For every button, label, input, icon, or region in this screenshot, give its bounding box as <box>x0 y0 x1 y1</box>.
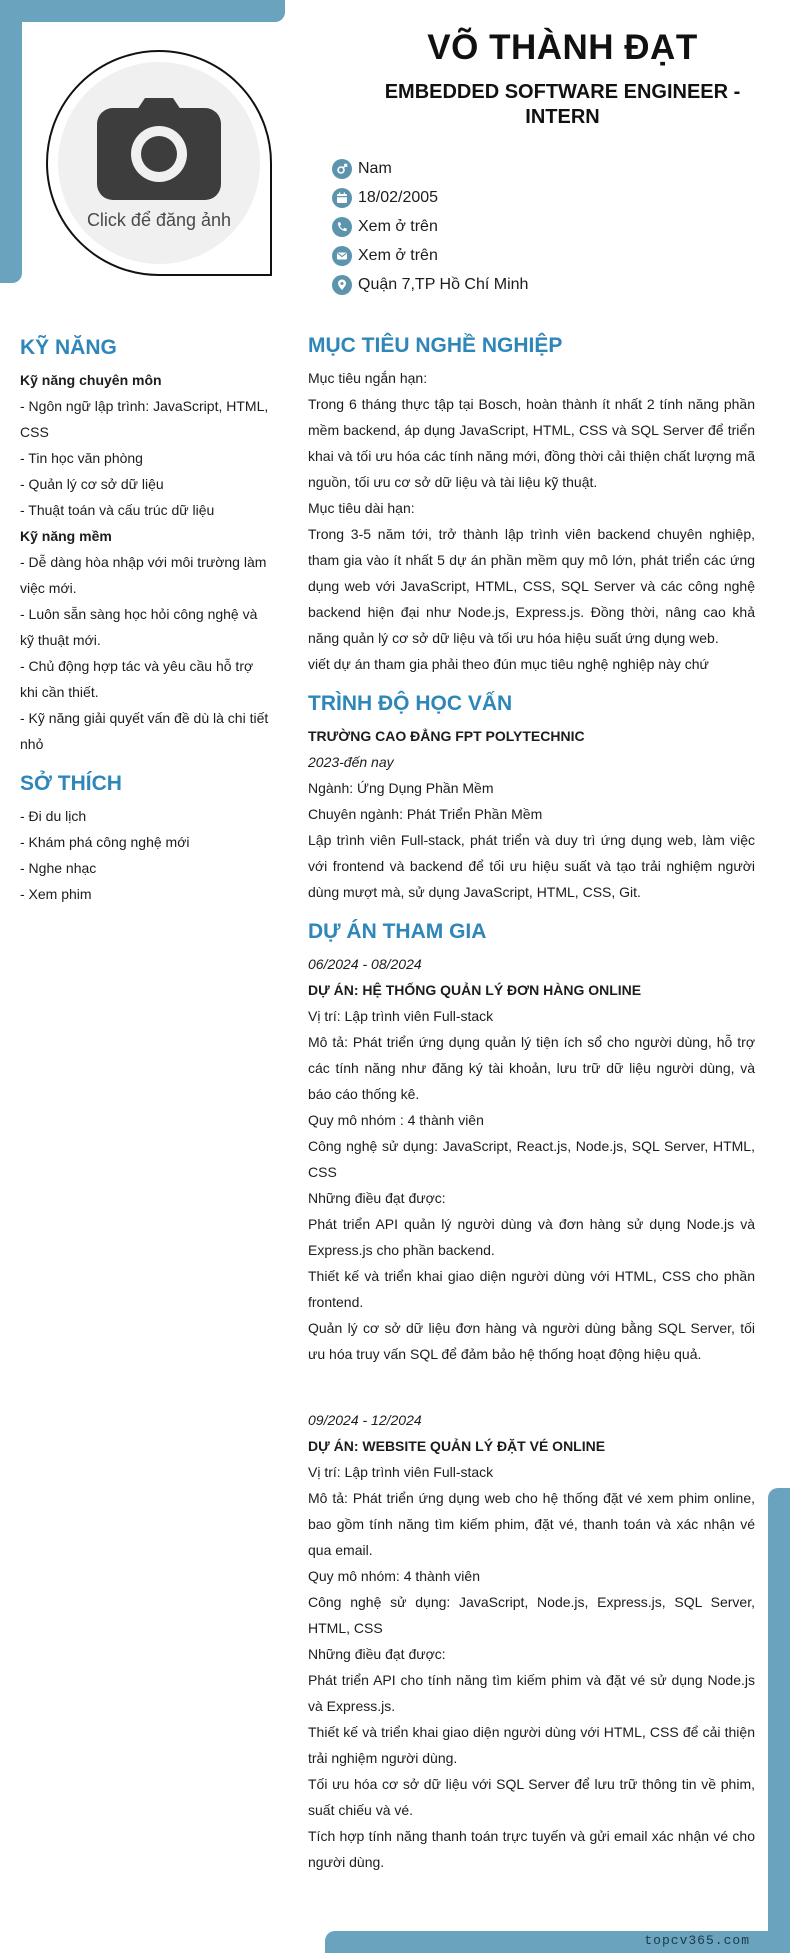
hobby-item: - Xem phim <box>20 886 92 902</box>
email-icon <box>332 246 352 266</box>
skill-item: - Thuật toán và cấu trúc dữ liệu <box>20 502 215 518</box>
soft-skills-title: Kỹ năng mềm <box>20 528 112 544</box>
skill-item: - Chủ động hợp tác và yêu cầu hỗ trợ khi cần thiết. <box>20 658 254 700</box>
calendar-icon <box>332 188 352 208</box>
project-description: Mô tả: Phát triển ứng dụng web cho hệ thống đặt vé xem phim online, bao gồm tính năng tìm kiếm phim, đặt vé, thanh toán và xác nhận vé qua email. <box>308 1490 755 1558</box>
hobby-item: - Nghe nhạc <box>20 860 97 876</box>
objective-long-label: Mục tiêu dài hạn: <box>308 500 415 516</box>
skill-item: - Tin học văn phòng <box>20 450 143 466</box>
hobby-item: - Đi du lịch <box>20 808 87 824</box>
project-achievement: Tối ưu hóa cơ sở dữ liệu với SQL Server để lưu trữ thông tin về phim, suất chiếu và vé. <box>308 1776 755 1818</box>
projects-title: DỰ ÁN THAM GIA <box>308 920 487 943</box>
contact-email-text: Xem ở trên <box>358 246 438 264</box>
project-tech: Công nghệ sử dụng: JavaScript, React.js, Node.js, SQL Server, HTML, CSS <box>308 1138 755 1180</box>
project-achievement: Phát triển API quản lý người dùng và đơn hàng sử dụng Node.js và Express.js cho phần backend. <box>308 1216 755 1258</box>
skill-item: - Kỹ năng giải quyết vấn đề dù là chi tiết nhỏ <box>20 710 269 752</box>
job-title: EMBEDDED SOFTWARE ENGINEER - INTERN <box>384 81 741 128</box>
education-title: TRÌNH ĐỘ HỌC VẤN <box>308 692 513 715</box>
frame-top-bar <box>0 0 285 22</box>
project-achievement: Quản lý cơ sở dữ liệu đơn hàng và người dùng bằng SQL Server, tối ưu hóa truy vấn SQL để đảm bảo hệ thống hoạt động hiệu quả. <box>308 1320 755 1362</box>
project-achievement: Thiết kế và triển khai giao diện người dùng với HTML, CSS để cải thiện trải nghiệm người dùng. <box>308 1724 755 1766</box>
left-column <box>20 333 270 907</box>
education-major: Ngành: Ứng Dụng Phần Mềm <box>308 780 494 796</box>
project-entry <box>308 951 755 1367</box>
education-period: 2023-đến nay <box>308 754 394 770</box>
photo-upload-area[interactable] <box>46 50 272 276</box>
objective-title: MỤC TIÊU NGHỀ NGHIỆP <box>308 334 563 357</box>
contact-location <box>332 270 528 299</box>
contact-list <box>332 154 528 299</box>
skill-item: - Luôn sẵn sàng học hỏi công nghệ và kỹ thuật mới. <box>20 606 258 648</box>
skill-item: - Ngôn ngữ lập trình: JavaScript, HTML, CSS <box>20 398 269 440</box>
project-achievement: Tích hợp tính năng thanh toán trực tuyến và gửi email xác nhận vé cho người dùng. <box>308 1828 755 1870</box>
skills-title: KỸ NĂNG <box>20 336 117 359</box>
contact-gender-text: Nam <box>358 159 392 177</box>
project-name: DỰ ÁN: WEBSITE QUẢN LÝ ĐẶT VÉ ONLINE <box>308 1438 606 1454</box>
education-specialization: Chuyên ngành: Phát Triển Phần Mềm <box>308 806 543 822</box>
school-name: TRƯỜNG CAO ĐẲNG FPT POLYTECHNIC <box>308 728 585 744</box>
education-description: Lập trình viên Full-stack, phát triển và duy trì ứng dụng web, làm việc với frontend và backend để tối ưu hiệu suất và tạo trải nghiệm người dùng mượt mà, sử dụng JavaScript, HTML, CSS, Git. <box>308 832 755 900</box>
project-position: Vị trí: Lập trình viên Full-stack <box>308 1008 494 1024</box>
watermark: topcv365.com <box>644 1933 750 1948</box>
hobbies-title: SỞ THÍCH <box>20 772 122 795</box>
gender-icon <box>332 159 352 179</box>
location-icon <box>332 275 352 295</box>
objective-short-text: Trong 6 tháng thực tập tại Bosch, hoàn thành ít nhất 2 tính năng phần mềm backend, áp dụng JavaScript, HTML, CSS và SQL Server để triển khai và tối ưu hóa các tính năng mới, đồng thời cải thiện chất lượng mã nguồn, tối ưu cơ sở dữ liệu và tài liệu kỹ thuật. <box>308 396 755 490</box>
objective-short-label: Mục tiêu ngắn hạn: <box>308 370 428 386</box>
frame-left-bar <box>0 0 22 283</box>
project-description: Mô tả: Phát triển ứng dụng quản lý tiện ích sổ cho người dùng, hỗ trợ các tính năng như đăng ký tài khoản, lưu trữ dữ liệu người dùng, và báo cáo thống kê. <box>308 1034 755 1102</box>
objective-note: viết dự án tham gia phải theo đún mục tiêu nghệ nghiệp này chứ <box>308 656 709 672</box>
project-name: DỰ ÁN: HỆ THỐNG QUẢN LÝ ĐƠN HÀNG ONLINE <box>308 982 642 998</box>
project-achievements-label: Những điều đạt được: <box>308 1646 446 1662</box>
photo-caption: Click để đăng ảnh <box>86 209 232 230</box>
objective-long-text: Trong 3-5 năm tới, trở thành lập trình viên backend chuyên nghiệp, tham gia vào ít nhất 5 dự án phần mềm quy mô lớn, phát triển các ứng dụng web với JavaScript, HTML, CSS, SQL Server và các công nghệ backend hiện đại như Node.js, Express.js. Đồng thời, nâng cao khả năng quản lý cơ sở dữ liệu và tối ưu hóa hiệu suất ứng dụng web. <box>308 526 755 646</box>
hobby-item: - Khám phá công nghệ mới <box>20 834 190 850</box>
contact-phone-text: Xem ở trên <box>358 217 438 235</box>
project-period: 09/2024 - 12/2024 <box>308 1412 422 1428</box>
project-entry <box>308 1407 755 1875</box>
project-achievements-label: Những điều đạt được: <box>308 1190 446 1206</box>
camera-icon <box>97 96 221 200</box>
hard-skills-title: Kỹ năng chuyên môn <box>20 372 162 388</box>
photo-placeholder[interactable] <box>58 62 260 264</box>
phone-icon <box>332 217 352 237</box>
contact-email <box>332 241 528 270</box>
contact-location-text: Quận 7,TP Hồ Chí Minh <box>358 275 529 293</box>
project-team: Quy mô nhóm : 4 thành viên <box>308 1112 484 1128</box>
project-team: Quy mô nhóm: 4 thành viên <box>308 1568 480 1584</box>
contact-birthday <box>332 183 528 212</box>
frame-right-bar <box>768 1488 790 1953</box>
candidate-name: VÕ THÀNH ĐẠT <box>427 28 698 67</box>
skill-item: - Quản lý cơ sở dữ liệu <box>20 476 164 492</box>
right-column <box>308 331 755 1875</box>
project-achievement: Thiết kế và triển khai giao diện người dùng với HTML, CSS cho phần frontend. <box>308 1268 755 1310</box>
skill-item: - Dễ dàng hòa nhập với môi trường làm việc mới. <box>20 554 267 596</box>
project-period: 06/2024 - 08/2024 <box>308 956 422 972</box>
contact-phone <box>332 212 528 241</box>
project-position: Vị trí: Lập trình viên Full-stack <box>308 1464 494 1480</box>
contact-gender <box>332 154 528 183</box>
project-tech: Công nghệ sử dụng: JavaScript, Node.js, Express.js, SQL Server, HTML, CSS <box>308 1594 755 1636</box>
project-achievement: Phát triển API cho tính năng tìm kiếm phim và đặt vé sử dụng Node.js và Express.js. <box>308 1672 755 1714</box>
contact-birthday-text: 18/02/2005 <box>358 188 439 206</box>
